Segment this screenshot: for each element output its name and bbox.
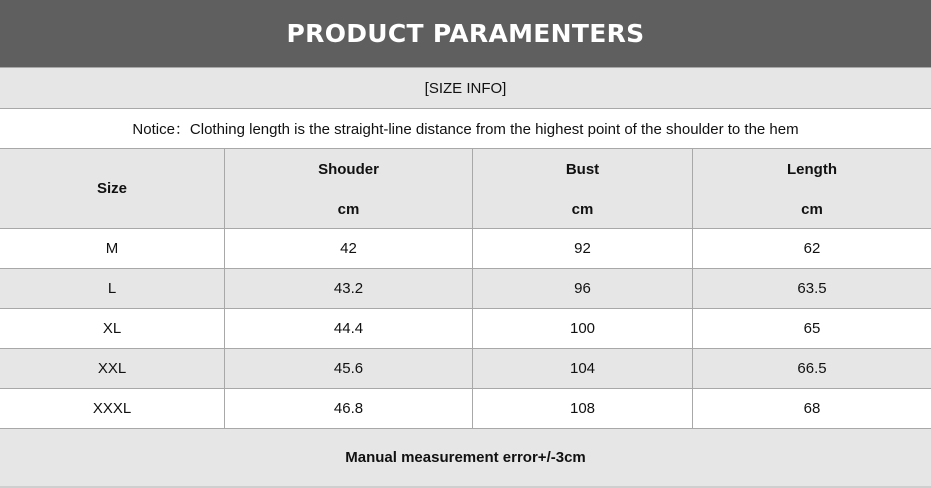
bust-cell: 108 [569, 400, 596, 417]
size-cell: L [107, 280, 117, 297]
shoulder-cell: 43.2 [333, 280, 364, 297]
shoulder-cell: 45.6 [333, 360, 364, 377]
length-cell: 66.5 [797, 360, 827, 377]
column-unit: cm [337, 200, 360, 218]
table-row [0, 308, 931, 348]
column-header-length [692, 149, 931, 228]
column-header-bust [472, 149, 692, 228]
length-cell: 68 [803, 400, 821, 417]
page-title: PRODUCT PARAMENTERS [286, 19, 645, 48]
table-row [0, 268, 931, 308]
size-cell: XXXL [92, 400, 132, 417]
notice-text: Notice：Clothing length is the straight-line distance from the highest point of the shoulder to the hem [132, 121, 799, 138]
size-info-row [0, 67, 931, 108]
bust-cell: 104 [569, 360, 596, 377]
shoulder-cell: 42 [340, 240, 357, 257]
size-cell: XL [102, 320, 122, 337]
column-label: Bust [565, 160, 600, 178]
size-header-cell [0, 149, 224, 228]
bust-cell: 96 [574, 280, 591, 297]
size-cell: XXL [97, 360, 127, 377]
column-unit: cm [571, 200, 594, 218]
shoulder-cell: 46.8 [333, 400, 364, 417]
footer-note-row [0, 428, 931, 486]
size-cell: M [105, 240, 119, 257]
length-cell: 62 [803, 240, 821, 257]
table-row [0, 388, 931, 428]
table-row [0, 348, 931, 388]
length-cell: 63.5 [797, 280, 827, 297]
size-header: Size [96, 180, 127, 197]
column-header-shoulder [224, 149, 472, 228]
shoulder-cell: 44.4 [333, 320, 364, 337]
page-header [0, 0, 931, 67]
measurement-error-note: Manual measurement error+/-3cm [345, 449, 586, 466]
column-label: Shouder [318, 160, 379, 178]
bust-cell: 100 [569, 320, 596, 337]
notice-row [0, 108, 931, 148]
table-row [0, 228, 931, 268]
column-label: Length [787, 160, 837, 178]
length-cell: 65 [803, 320, 821, 337]
size-info-label: [SIZE INFO] [424, 79, 507, 97]
bust-cell: 92 [574, 240, 591, 257]
column-unit: cm [801, 200, 823, 218]
table-header-row [0, 148, 931, 228]
